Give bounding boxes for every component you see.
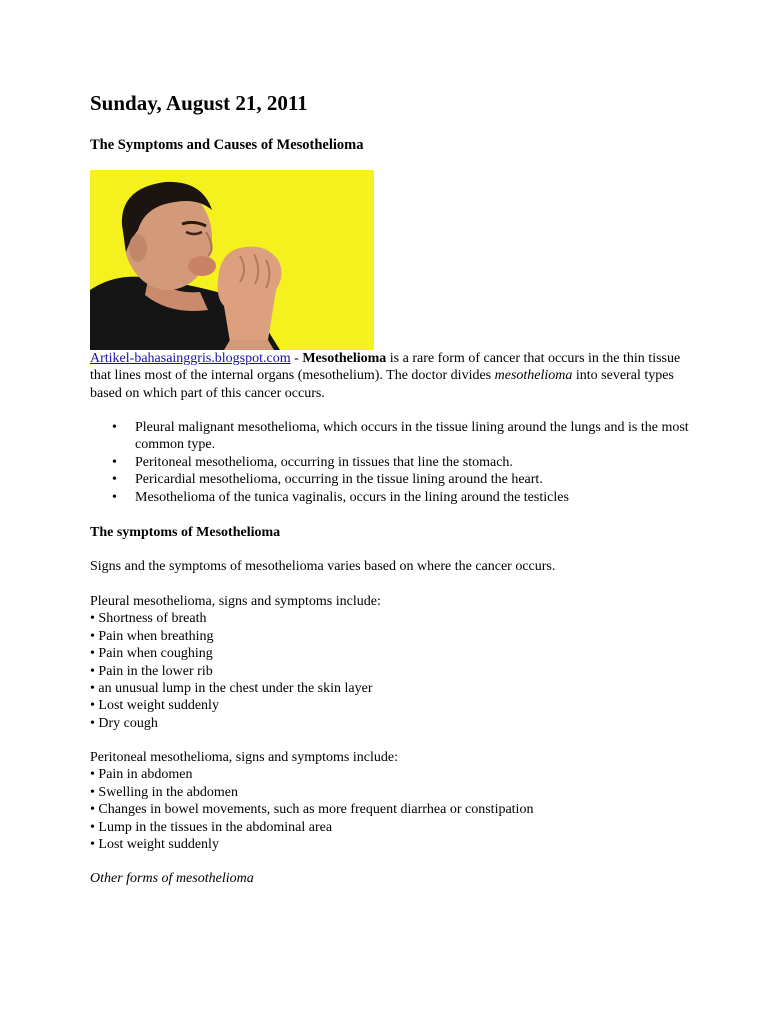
intro-text-2: into several types based on which part of this cancer occurs. xyxy=(90,368,674,401)
list-item: • an unusual lump in the chest under the skin layer xyxy=(90,681,373,697)
list-item: • Lost weight suddenly xyxy=(90,698,219,714)
list-item xyxy=(112,471,735,488)
symptoms-heading: The symptoms of Mesothelioma xyxy=(90,525,281,540)
list-item: • Pain when breathing xyxy=(90,628,214,644)
list-item: • Shortness of breath xyxy=(90,611,207,627)
post-title: The Symptoms and Causes of Mesothelioma xyxy=(90,137,364,153)
list-item: • Lump in the tissues in the abdominal area xyxy=(90,819,333,835)
list-item: • Changes in bowel movements, such as more frequent diarrhea or constipation xyxy=(90,802,534,818)
list-item: • Swelling in the abdomen xyxy=(90,784,238,800)
list-item xyxy=(112,419,735,454)
post-date-heading: Sunday, August 21, 2011 xyxy=(90,91,308,115)
bullet-icon: • xyxy=(112,489,117,505)
bullet-icon: • xyxy=(112,454,117,470)
list-item xyxy=(112,489,735,506)
list-item-text: Mesothelioma of the tunica vaginalis, occurs in the lining around the testicles xyxy=(135,489,569,505)
list-item: • Dry cough xyxy=(90,715,158,731)
symptoms-intro: Signs and the symptoms of mesothelioma varies based on where the cancer occurs. xyxy=(90,559,556,574)
blog-source-link[interactable]: Artikel-bahasainggris.blogspot.com xyxy=(90,351,291,366)
intro-separator: - xyxy=(290,351,303,366)
bullet-icon: • xyxy=(112,420,117,435)
peritoneal-symptoms-block xyxy=(90,749,690,853)
list-item-text: Pleural malignant mesothelioma, which occurs in the tissue lining around the lungs and is the most common type. xyxy=(135,420,689,453)
list-item-text: Peritoneal mesothelioma, occurring in tissues that line the stomach. xyxy=(135,454,513,470)
coughing-man-photo xyxy=(90,170,374,350)
intro-italic-term: mesothelioma xyxy=(494,368,573,384)
list-item: • Lost weight suddenly xyxy=(90,837,219,853)
list-item-text: Pericardial mesothelioma, occurring in the tissue lining around the heart. xyxy=(135,472,543,488)
pleural-heading: Pleural mesothelioma, signs and symptoms include: xyxy=(90,594,381,609)
list-item: • Pain in the lower rib xyxy=(90,663,213,679)
intro-bold-term: Mesothelioma xyxy=(302,351,387,366)
intro-paragraph xyxy=(90,350,690,402)
list-item: • Pain when coughing xyxy=(90,646,213,662)
peritoneal-heading: Peritoneal mesothelioma, signs and symptoms include: xyxy=(90,750,398,765)
mesothelioma-types-list xyxy=(90,419,735,506)
bullet-icon: • xyxy=(112,472,117,488)
other-forms-subheading: Other forms of mesothelioma xyxy=(90,871,254,886)
list-item: • Pain in abdomen xyxy=(90,767,193,783)
list-item xyxy=(112,454,735,471)
intro-text-1: is a rare form of cancer that occurs in the thin tissue that lines most of the internal organs (mesothelium). The doctor divides xyxy=(90,351,681,384)
pleural-symptoms-block xyxy=(90,593,690,732)
